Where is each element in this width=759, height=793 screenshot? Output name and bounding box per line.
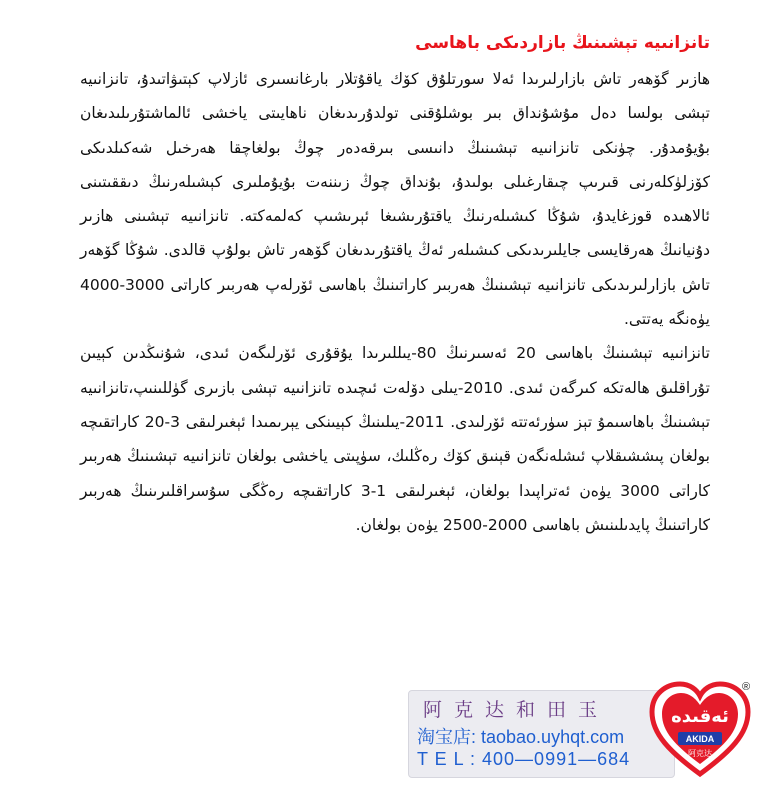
shop-name: 阿克达和田玉	[423, 700, 610, 721]
registered-mark: ®	[741, 681, 751, 693]
akida-logo-icon	[640, 672, 759, 782]
logo-brand-cn: 阿克达	[688, 749, 712, 758]
article	[80, 28, 710, 542]
logo-brand-latin: AKIDA	[685, 734, 715, 744]
shop-watermark	[408, 690, 675, 778]
article-paragraph-2: تانزانىيە تېشىنىڭ باھاسى 20 ئەسىرنىڭ 80-يىللىرىدا يۇقۇرى ئۆرلىگەن ئىدى، شۇنىڭدىن كېيىن تۇراقلىق ھالەتكە كىرگەن ئىدى. 2010-يىلى دۆلەت ئىچىدە تانزانىيە تېشى بازىرى گۈللىنىپ،تانزانىيە تېشىنىڭ باھاسىمۇ تېز سۈرئەتتە ئۆرلىدى. 2011-يىلىنىڭ كېيىنكى يېرىمىدا ئېغىرلىقى 3-20 كاراتقىچە بولغان پىششىقلاپ ئىشلەنگەن قېنىق كۆك رەڭلىك، سۈپىتى ياخشى بولغان تانزانىيە تېشىنىڭ ھەربىر كاراتى 3000 يۈەن ئەتراپىدا بولغان، ئېغىرلىقى 1-3 كاراتقىچە رەڭگى سۇسراقلىرىنىڭ ھەربىر كاراتىنىڭ پايدىلىنىش باھاسى 2000-2500 يۈەن بولغان.	[80, 344, 711, 534]
article-paragraph-1: ھازىر گۆھەر تاش بازارلىرىدا ئەلا سورتلۇق كۆك ياقۇتلار بارغانسىرى ئازلاپ كېتىۋاتىدۇ، تانزانىيە تېشى بولسا دەل مۇشۇنداق بىر بوشلۇقنى تولدۇرىدىغان ناھايىتى ياخشى ئالماشتۇرىلىدىغان بۇيۇمدۇر. چۈنكى تانزانىيە تېشىنىڭ دانىسى بىرقەدەر چوڭ بولغاچقا ھەرخىل شەكىلدىكى كۆزلۈكلەرنى قىرىپ چىقارغىلى بولىدۇ، بۇنداق چوڭ زىننەت بۇيۇملىرى كېشىلەرنىڭ دىققىتىنى ئالاھىدە قوزغايدۇ، شۇڭا كىشىلەرنىڭ ياقتۇرىشىغا ئېرىشىپ كەلمەكتە. تانزانىيە تېشىنى ھازىر دۇنيانىڭ ھەرقايسى جايلىرىدىكى كىشىلەر ئەڭ ياقتۇرىدىغان گۆھەر تاش بولۇپ قالدى. شۇڭا گۆھەر تاش بازارلىرىدىكى تانزانىيە تېشىنىڭ ھەربىر كاراتىنىڭ باھاسى ئۆرلەپ ھەربىر كاراتى 3000-4000 يۈەنگە يەتتى.	[80, 70, 710, 329]
logo-script-text: ئەقىدە	[671, 706, 729, 727]
shop-phone: T E L : 400—0991—684	[417, 749, 631, 769]
article-title: تانزانىيە تېشىنىڭ بازاردىكى باھاسى	[415, 33, 710, 53]
shop-url: 淘宝店: taobao.uyhqt.com	[417, 727, 625, 747]
